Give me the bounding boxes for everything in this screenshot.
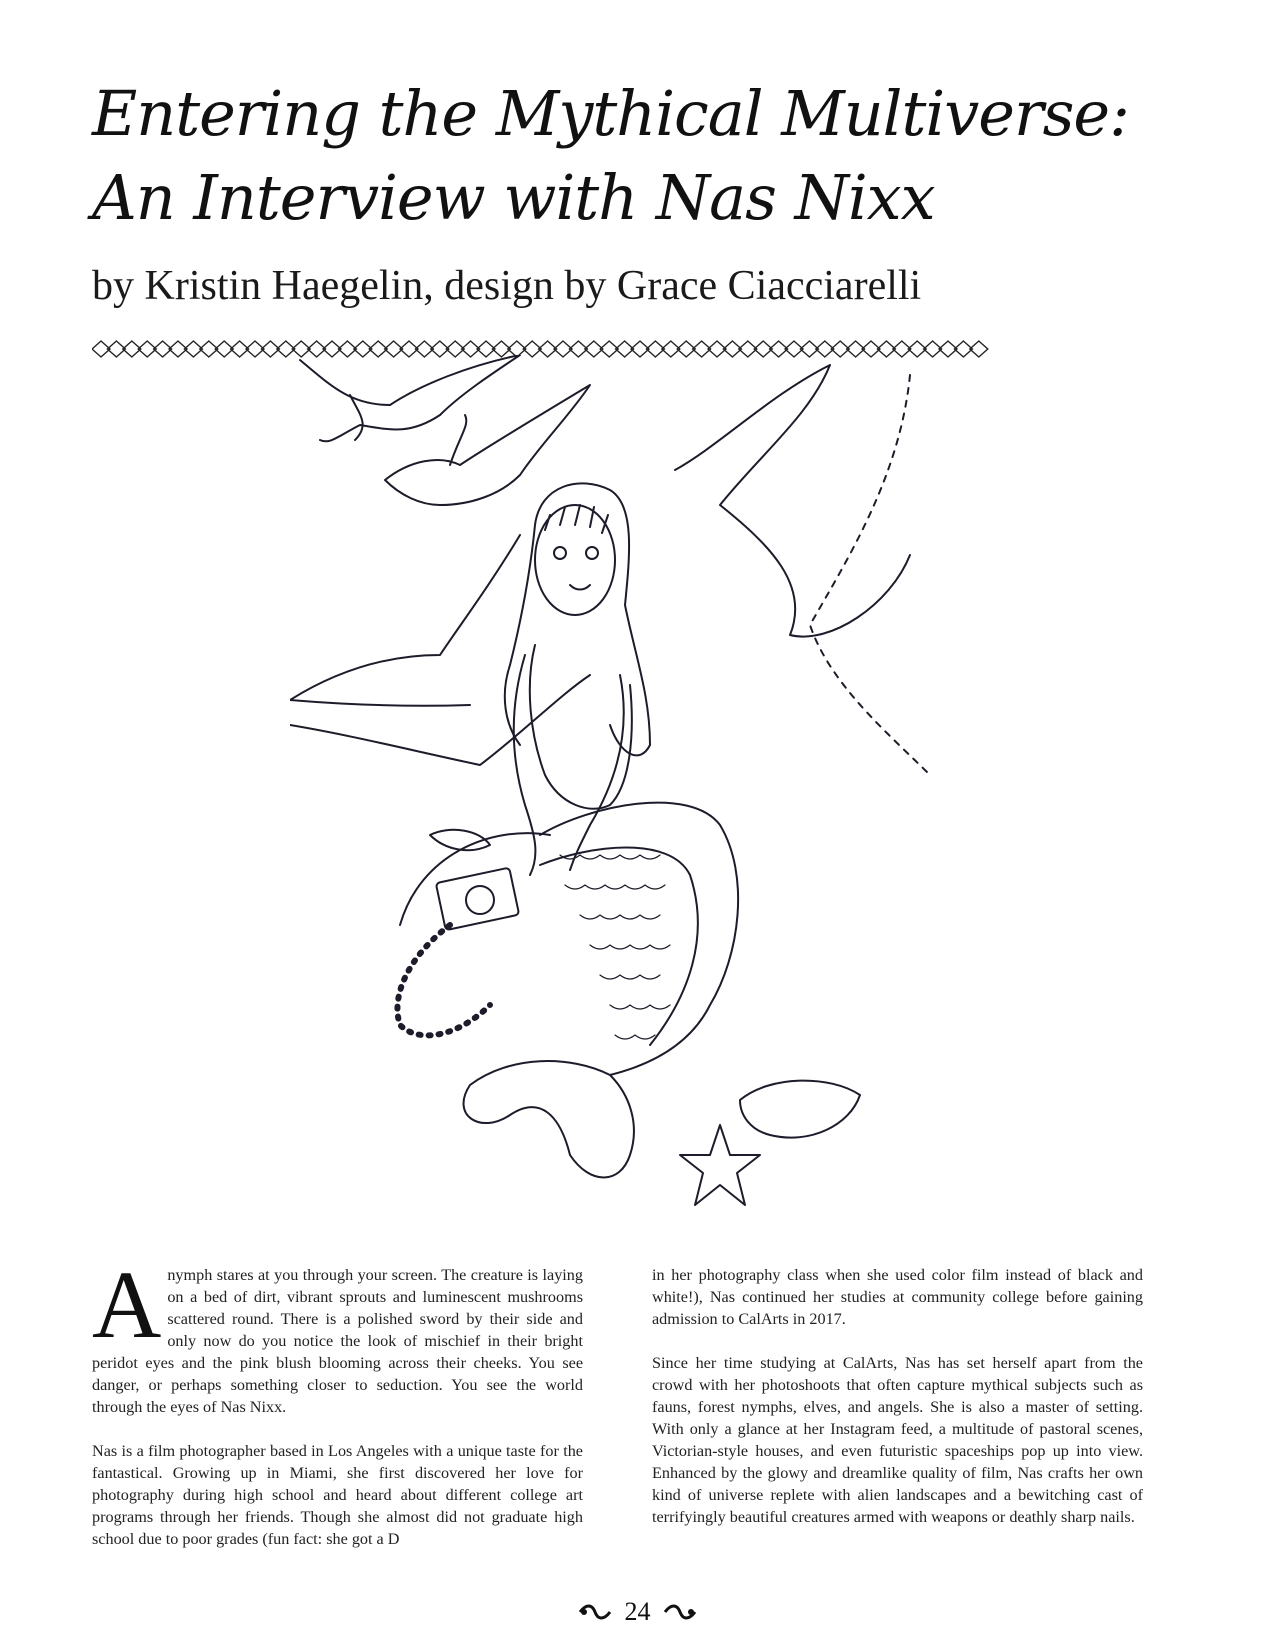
horizon-line xyxy=(290,700,470,706)
paragraph: Nas is a film photographer based in Los Angeles with a unique taste for the fantastical. Growing up in Miami, she first discovered her love for photography during high school and heard about different college art programs through her friends. Though she almost did not graduate high school due to poor grades (fun fact: she got a D xyxy=(92,1442,583,1548)
shore-line xyxy=(290,675,590,765)
seagull-low-icon xyxy=(385,385,590,505)
text-column-right xyxy=(652,1264,1143,1550)
paragraph-text: nymph stares at you through your screen. The creature is laying on a bed of dirt, vibrant sprouts and luminescent mushrooms scattered round. There is a polished sword by their side and only now do you notice the look of mischief in their bright peridot eyes and the pink blush blooming across their cheeks. You see danger, or perhaps something closer to seduction. You see the world through the eyes of Nas Nixx. xyxy=(92,1266,583,1416)
ornament-right-icon xyxy=(663,1604,697,1620)
mountain-right xyxy=(675,365,910,637)
mermaid-left-arm xyxy=(514,655,536,875)
rock xyxy=(400,833,550,925)
article-title: Entering the Mythical Multiverse: An Interview with Nas Nixx xyxy=(92,77,1129,234)
mermaid-torso xyxy=(530,645,632,809)
camera-icon xyxy=(436,868,519,931)
page-number: 24 xyxy=(624,1597,651,1627)
text-column-left xyxy=(92,1251,583,1572)
mermaid-hair xyxy=(505,483,650,755)
mermaid-tail xyxy=(540,803,738,1075)
mountain-left xyxy=(290,535,520,700)
starfish-icon xyxy=(680,1125,760,1205)
pearl-necklace xyxy=(397,925,490,1035)
page-footer xyxy=(0,1595,1275,1627)
drop-cap: A xyxy=(92,1251,162,1358)
clam-icon xyxy=(740,1081,860,1138)
paragraph: in her photography class when she used color film instead of black and white!), Nas continued her studies at community college before gaining admission to CalArts in 2017. xyxy=(652,1266,1143,1328)
article-byline: by Kristin Haegelin, design by Grace Ciacciarelli xyxy=(92,263,922,309)
ornament-left-icon xyxy=(578,1604,612,1620)
seagull-top-icon xyxy=(300,355,520,441)
mermaid-right-arm xyxy=(570,675,624,870)
paragraph xyxy=(92,1251,583,1418)
mountain-far-right xyxy=(810,375,930,775)
mermaid-illustration xyxy=(290,355,980,1260)
paragraph: Since her time studying at CalArts, Nas has set herself apart from the crowd with her photoshoots that often capture mythical subjects such as fauns, forest nymphs, elves, and angels. She is also a master of setting. With only a glance at her Instagram feed, a multitude of pastoral scenes, Victorian-style houses, and even futuristic spaceships pop up into view. Enhanced by the glowy and dreamlike quality of film, Nas crafts her own kind of universe replete with alien landscapes and a bewitching cast of terrifyingly beautiful creatures armed with weapons or deathly sharp nails. xyxy=(652,1354,1143,1526)
tail-fin xyxy=(464,1061,634,1177)
